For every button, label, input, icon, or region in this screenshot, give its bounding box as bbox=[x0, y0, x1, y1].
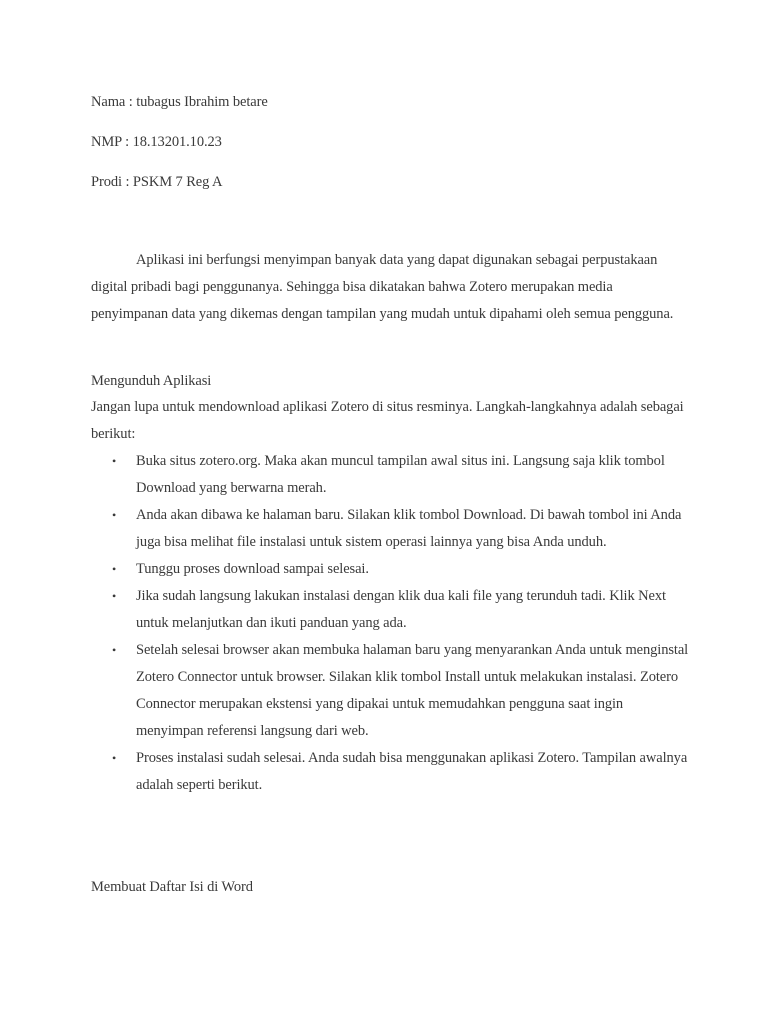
study-program: Prodi : PSKM 7 Reg A bbox=[91, 174, 223, 190]
next-section-heading: Membuat Daftar Isi di Word bbox=[91, 879, 253, 895]
step-text: Jika sudah langsung lakukan instalasi dengan klik dua kali file yang terunduh tadi. Klik Next untuk melanjutkan dan ikuti panduan yang ada. bbox=[136, 588, 666, 631]
list-item bbox=[91, 502, 691, 556]
download-section-intro: Jangan lupa untuk mendownload aplikasi Zotero di situs resminya. Langkah-langkahnya adalah sebagai berikut: bbox=[91, 399, 684, 442]
list-item bbox=[91, 637, 691, 745]
step-text: Proses instalasi sudah selesai. Anda sudah bisa menggunakan aplikasi Zotero. Tampilan awalnya adalah seperti berikut. bbox=[136, 750, 688, 793]
intro-paragraph bbox=[91, 247, 691, 328]
list-item bbox=[91, 448, 691, 502]
download-section-heading: Mengunduh Aplikasi bbox=[91, 373, 212, 389]
bullet-icon: • bbox=[112, 589, 117, 603]
bullet-icon: • bbox=[112, 508, 117, 522]
bullet-icon: • bbox=[112, 454, 117, 468]
step-text: Anda akan dibawa ke halaman baru. Silakan klik tombol Download. Di bawah tombol ini Anda juga bisa melihat file instalasi untuk sistem operasi lainnya yang bisa Anda unduh. bbox=[136, 507, 682, 550]
list-item bbox=[91, 583, 691, 637]
bullet-icon: • bbox=[112, 751, 117, 765]
student-nmp: NMP : 18.13201.10.23 bbox=[91, 134, 222, 150]
step-text: Tunggu proses download sampai selesai. bbox=[136, 561, 369, 577]
bullet-icon: • bbox=[112, 643, 117, 657]
intro-paragraph-text: Aplikasi ini berfungsi menyimpan banyak data yang dapat digunakan sebagai perpustakaan digital pribadi bagi penggunanya. Sehingga bisa dikatakan bahwa Zotero merupakan media penyimpanan data yang dikemas dengan tampilan yang mudah untuk dipahami oleh semua pengguna. bbox=[91, 252, 674, 322]
student-name: Nama : tubagus Ibrahim betare bbox=[91, 94, 268, 110]
list-item bbox=[91, 556, 691, 583]
step-text: Buka situs zotero.org. Maka akan muncul tampilan awal situs ini. Langsung saja klik tombol Download yang berwarna merah. bbox=[136, 453, 665, 496]
step-text: Setelah selesai browser akan membuka halaman baru yang menyarankan Anda untuk menginstal Zotero Connector untuk browser. Silakan klik tombol Install untuk melakukan instalasi. Zotero Connector merupakan ekstensi yang dipakai untuk memudahkan pengguna saat ingin menyimpan referensi langsung dari web. bbox=[136, 642, 689, 739]
list-item bbox=[91, 745, 691, 799]
download-steps-list bbox=[91, 448, 691, 799]
bullet-icon: • bbox=[112, 562, 117, 576]
